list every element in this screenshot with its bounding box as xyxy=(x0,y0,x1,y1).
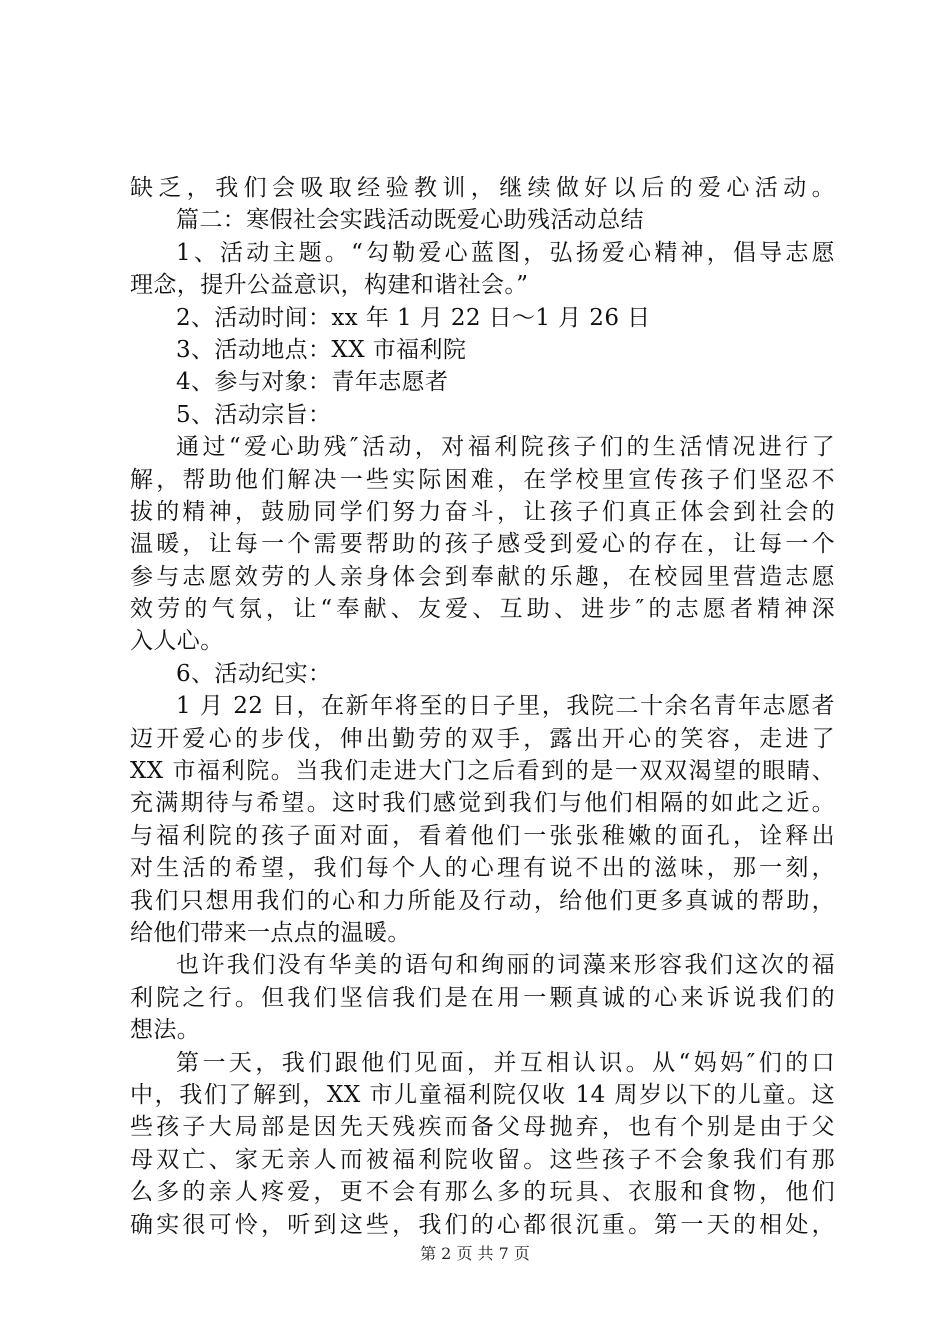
text-line: 1 月 22 日，在新年将至的日子里，我院二十余名青年志愿者 xyxy=(176,693,835,720)
text-line: 拔的精神，鼓励同学们努力奋斗，让孩子们真正体会到社会的 xyxy=(130,498,835,525)
text-line: 1、活动主题。“勾勒爱心蓝图，弘扬爱心精神，倡导志愿 xyxy=(176,239,835,266)
text-line: 4、参与对象：青年志愿者 xyxy=(176,369,449,396)
text-line: 5、活动宗旨： xyxy=(176,401,332,428)
text-line: 充满期待与希望。这时我们感觉到我们与他们相隔的如此之近。 xyxy=(130,790,835,817)
text-line: 入人心。 xyxy=(130,628,224,655)
text-line: 给他们带来一点点的温暖。 xyxy=(130,919,411,946)
text-line: 我们只想用我们的心和力所能及行动，给他们更多真诚的帮助， xyxy=(130,887,835,914)
text-line: 通过“爱心助残″活动，对福利院孩子们的生活情况进行了 xyxy=(176,434,835,461)
text-line: 迈开爱心的步伐，伸出勤劳的双手，露出开心的笑容，走进了 xyxy=(130,725,835,752)
text-line: 理念，提升公益意识，构建和谐社会。” xyxy=(130,272,529,299)
text-line: 与福利院的孩子面对面，看着他们一张张稚嫩的面孔，诠释出 xyxy=(130,822,835,849)
text-line: 中，我们了解到，XX 市儿童福利院仅收 14 周岁以下的儿童。这 xyxy=(130,1081,835,1108)
text-line: 对生活的希望，我们每个人的心理有说不出的滋味，那一刻， xyxy=(130,855,835,882)
text-line: 确实很可怜，听到这些，我们的心都很沉重。第一天的相处， xyxy=(130,1211,835,1238)
text-line: 也许我们没有华美的语句和绚丽的词藻来形容我们这次的福 xyxy=(176,952,835,979)
document-body xyxy=(130,172,835,1241)
text-line: 利院之行。但我们坚信我们是在用一颗真诚的心来诉说我们的 xyxy=(130,984,835,1011)
text-line: 2、活动时间：xx 年 1 月 22 日～1 月 26 日 xyxy=(176,304,651,331)
text-line: 解，帮助他们解决一些实际困难，在学校里宣传孩子们坚忍不 xyxy=(130,466,835,493)
text-line: 效劳的气氛，让“奉献、友爱、互助、进步″的志愿者精神深 xyxy=(130,596,835,623)
text-line: 3、活动地点：XX 市福利院 xyxy=(176,336,467,363)
page-footer: 第 2 页 共 7 页 xyxy=(420,1244,530,1263)
text-line: XX 市福利院。当我们走进大门之后看到的是一双双渴望的眼睛、 xyxy=(130,758,835,785)
text-line: 么多的亲人疼爱，更不会有那么多的玩具、衣服和食物，他们 xyxy=(130,1179,835,1206)
text-line: 参与志愿效劳的人亲身体会到奉献的乐趣，在校园里营造志愿 xyxy=(130,563,835,590)
text-line: 温暖，让每一个需要帮助的孩子感受到爱心的存在，让每一个 xyxy=(130,531,835,558)
text-line: 缺乏，我们会吸取经验教训，继续做好以后的爱心活动。 xyxy=(130,175,835,201)
text-line: 第一天，我们跟他们见面，并互相认识。从“妈妈″们的口 xyxy=(176,1049,835,1076)
text-line: 6、活动纪实： xyxy=(176,660,332,687)
text-line: 些孩子大局部是因先天残疾而备父母抛弃，也有个别是由于父 xyxy=(130,1114,835,1141)
section-heading: 篇二：寒假社会实践活动既爱心助残活动总结 xyxy=(176,207,644,234)
text-line: 母双亡、家无亲人而被福利院收留。这些孩子不会象我们有那 xyxy=(130,1146,835,1173)
text-line: 想法。 xyxy=(130,1017,201,1044)
